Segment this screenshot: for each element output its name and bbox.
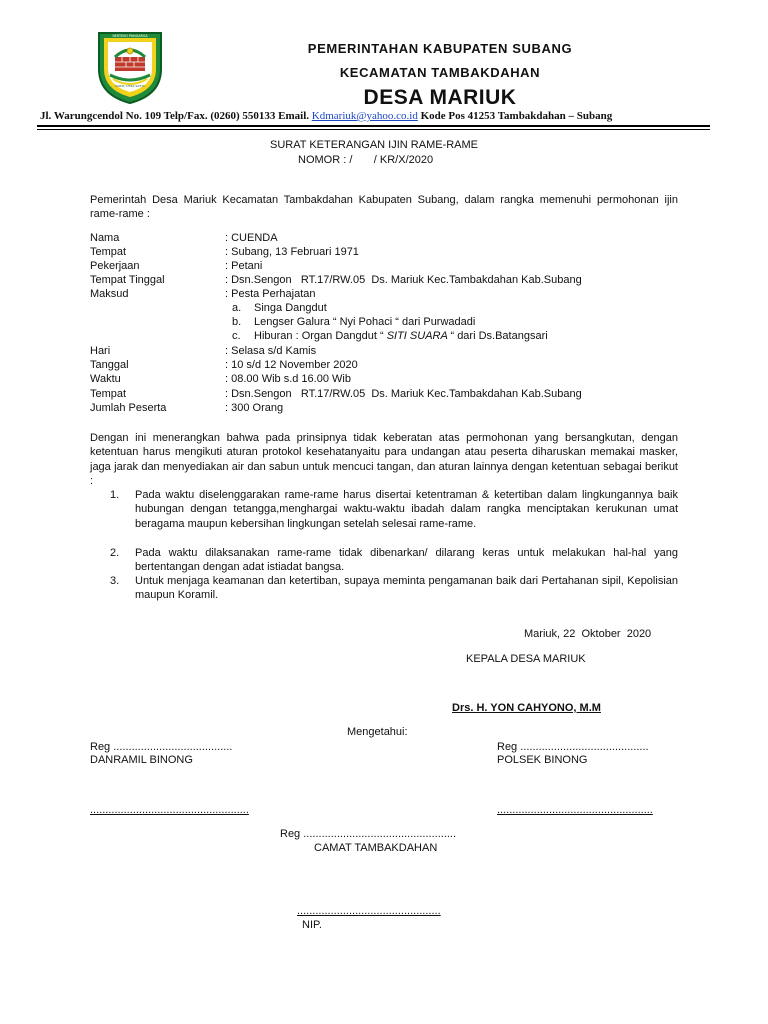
signer-name: Drs. H. YON CAHYONO, M.M	[452, 702, 601, 714]
document-number	[298, 153, 433, 167]
field-value-nama: : CUENDA	[225, 232, 278, 244]
maksud-item-text: Lengser Galura “ Nyi Pohaci “ dari Purwadadi	[254, 316, 476, 328]
maksud-item	[0, 316, 768, 330]
logo-text-top: BERTEKO PANGARSA	[112, 34, 148, 38]
document-title: SURAT KETERANGAN IJIN RAME-RAME	[270, 139, 479, 151]
reg-camat: Reg ..................................................	[280, 828, 457, 840]
field-label-nama: Nama	[90, 232, 120, 244]
field-label-jumlah-peserta: Jumlah Peserta	[90, 402, 167, 414]
polsek-title: POLSEK BINONG	[497, 754, 588, 766]
field-value-jumlah-peserta: : 300 Orang	[225, 402, 284, 414]
maksud-item-text-pre: Hiburan : Organ Dangdut “	[254, 330, 384, 342]
logo-text-bottom: KARTA CITRA SATYA	[115, 84, 145, 88]
maksud-item-marker: b.	[232, 316, 242, 328]
field-value-tempat-tinggal: : Dsn.Sengon RT.17/RW.05 Ds. Mariuk Kec.Tambakdahan Kab.Subang	[225, 274, 582, 286]
maksud-item-marker: a.	[232, 302, 242, 314]
maksud-item-text	[254, 330, 548, 342]
field-label-pekerjaan: Pekerjaan	[90, 260, 140, 272]
email-link[interactable]: Kdmariuk@yahoo.co.id	[311, 110, 418, 122]
camat-signature-line: ...............................................	[297, 905, 441, 917]
field-value-tempat: : Subang, 13 Februari 1971	[225, 246, 359, 258]
nomor-label: NOMOR :	[298, 154, 347, 166]
field-value-tanggal: : 10 s/d 12 November 2020	[225, 359, 358, 371]
field-value-hari: : Selasa s/d Kamis	[225, 345, 317, 357]
danramil-signature-line: ....................................................	[90, 804, 249, 816]
condition-number: 2.	[110, 547, 120, 559]
letterhead-line-1: PEMERINTAHAN KABUPATEN SUBANG	[307, 41, 573, 56]
field-label-maksud: Maksud	[90, 288, 129, 300]
address-post: Kode Pos 41253 Tambakdahan – Subang	[420, 110, 613, 122]
nomor-value: / / KR/X/2020	[349, 154, 434, 166]
mengetahui-label: Mengetahui:	[347, 726, 408, 738]
condition-item	[110, 488, 678, 546]
maksud-item-text-italic: SITI SUARA	[383, 330, 451, 342]
field-value-maksud: : Pesta Perhajatan	[225, 288, 316, 300]
maksud-item-text: Singa Dangdut	[254, 302, 327, 314]
body-paragraph: Dengan ini menerangkan bahwa pada prinsipnya tidak keberatan atas permohonan yang bersangkutan, dengan ketentuan harus mengikuti aturan protokol kesehatanyaitu para undangan atau peserta diharuskan memakai masker, jaga jarak dan menyediakan air dan sabun untuk mencuci tangan, dan aturan lainnya dengan ketentuan sebagai berikut :	[90, 432, 678, 488]
field-value-tempat-acara: : Dsn.Sengon RT.17/RW.05 Ds. Mariuk Kec.Tambakdahan Kab.Subang	[225, 388, 582, 400]
polsek-signature-line: ...................................................	[497, 804, 653, 816]
field-label-tanggal: Tanggal	[90, 359, 129, 371]
condition-text: Pada waktu diselenggarakan rame-rame harus disertai ketentraman & ketertiban dalam lingkungannya baik hubungan dengan tetangga,menghargai waktu-waktu ibadah dalam rangka menciptakan kerukunan umat beragama maupun kebersihan lingkungan setelah selesai rame-rame.	[135, 489, 678, 530]
place-date: Mariuk, 22 Oktober 2020	[524, 628, 652, 640]
danramil-title: DANRAMIL BINONG	[90, 754, 193, 766]
condition-text: Pada waktu dilaksanakan rame-rame tidak dibenarkan/ dilarang keras untuk melakukan hal-hal yang bertentangan dengan adat istiadat bangsa.	[135, 547, 678, 574]
condition-number: 3.	[110, 575, 120, 587]
letterhead-rule-thick	[37, 125, 710, 127]
field-value-pekerjaan: : Petani	[225, 260, 263, 272]
kabupaten-subang-logo	[95, 29, 165, 105]
nip-label: NIP.	[302, 919, 322, 931]
address-pre: Jl. Warungcendol No. 109 Telp/Fax. (0260) 550133 Email.	[40, 110, 310, 122]
field-label-hari: Hari	[90, 345, 111, 357]
letterhead-rule-thin	[37, 129, 710, 130]
condition-item	[110, 574, 678, 604]
field-label-waktu: Waktu	[90, 373, 121, 385]
maksud-item	[0, 330, 768, 344]
condition-item	[110, 546, 678, 576]
field-label-tempat-acara: Tempat	[90, 388, 127, 400]
field-label-tempat-tinggal: Tempat Tinggal	[90, 274, 165, 286]
letterhead-address	[40, 110, 612, 122]
camat-title: CAMAT TAMBAKDAHAN	[314, 842, 438, 854]
maksud-item-text-post: “ dari Ds.Batangsari	[450, 330, 548, 342]
condition-text: Untuk menjaga keamanan dan ketertiban, supaya meminta pengamanan baik dari Pertahanan sipil, Kepolisian maupun Koramil.	[135, 575, 678, 602]
signer-position: KEPALA DESA MARIUK	[466, 653, 586, 665]
letterhead-line-2: KECAMATAN TAMBAKDAHAN	[339, 65, 541, 80]
maksud-item-marker: c.	[232, 330, 241, 342]
field-label-tempat: Tempat	[90, 246, 127, 258]
field-value-waktu: : 08.00 Wib s.d 16.00 Wib	[225, 373, 351, 385]
letterhead-village-name: DESA MARIUK	[363, 86, 517, 109]
reg-polsek: Reg ..........................................	[497, 741, 649, 753]
condition-number: 1.	[110, 489, 120, 501]
maksud-item	[0, 302, 768, 316]
reg-danramil: Reg .......................................	[90, 741, 233, 753]
intro-paragraph: Pemerintah Desa Mariuk Kecamatan Tambakdahan Kabupaten Subang, dalam rangka memenuhi permohonan ijin rame-rame :	[90, 194, 678, 221]
